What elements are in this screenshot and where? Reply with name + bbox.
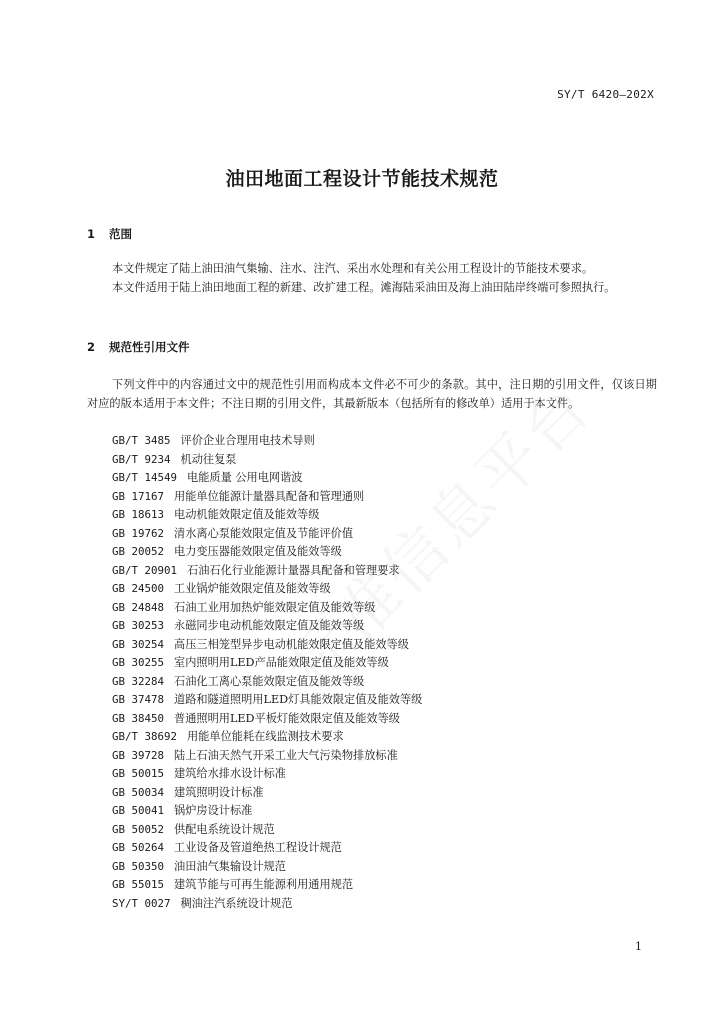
reference-item	[112, 654, 652, 673]
reference-code: GB 30253	[112, 619, 165, 632]
reference-title: 高压三相笼型异步电动机能效限定值及能效等级	[174, 637, 409, 651]
reference-item	[112, 765, 652, 784]
reference-code: GB/T 20901	[112, 563, 178, 577]
reference-item	[112, 469, 652, 488]
reference-code: GB 39728	[112, 748, 165, 762]
reference-item	[112, 636, 652, 655]
reference-title: 工业锅炉能效限定值及能效等级	[174, 582, 331, 595]
reference-item	[112, 784, 652, 803]
reference-title: 建筑照明设计标准	[174, 785, 264, 799]
section-title: 范围	[109, 227, 133, 241]
reference-code: SY/T 0027	[112, 896, 171, 910]
reference-item	[112, 710, 652, 729]
reference-code: GB/T 38692	[112, 730, 178, 743]
reference-title: 用能单位能源计量器具配备和管理通则	[174, 489, 365, 503]
reference-code: GB 20052	[112, 545, 165, 558]
reference-item	[112, 802, 652, 821]
reference-item	[112, 691, 652, 710]
reference-title: 石油化工离心泵能效限定值及能效等级	[174, 674, 365, 688]
reference-code: GB 38450	[112, 711, 165, 725]
reference-title: 陆上石油天然气开采工业大气污染物排放标准	[174, 748, 398, 762]
reference-code: GB 50350	[112, 859, 165, 873]
reference-item	[112, 525, 652, 544]
reference-title: 机动往复泵	[180, 452, 237, 466]
reference-title: 锅炉房设计标准	[174, 804, 253, 817]
reference-title: 评价企业合理用电技术导则	[180, 434, 315, 447]
reference-item	[112, 543, 652, 562]
section-heading-scope	[87, 226, 132, 242]
reference-item	[112, 821, 652, 840]
reference-item	[112, 599, 652, 618]
reference-title: 电动机能效限定值及能效等级	[174, 508, 320, 521]
reference-item	[112, 876, 652, 895]
reference-code: GB/T 3485	[112, 434, 171, 447]
reference-title: 电能质量 公用电网谐波	[187, 471, 303, 484]
reference-title: 用能单位能耗在线监测技术要求	[187, 730, 344, 743]
reference-code: GB/T 14549	[112, 471, 178, 484]
reference-item	[112, 728, 652, 747]
reference-code: GB 30255	[112, 656, 165, 669]
reference-list	[112, 432, 652, 913]
reference-code: GB 32284	[112, 674, 165, 688]
reference-code: GB 30254	[112, 637, 165, 651]
reference-item	[112, 562, 652, 581]
reference-item	[112, 432, 652, 451]
reference-item	[112, 858, 652, 877]
reference-item	[112, 506, 652, 525]
section-heading-normative-references	[87, 339, 190, 355]
reference-title: 建筑给水排水设计标准	[174, 767, 286, 780]
reference-title: 道路和隧道照明用LED灯具能效限定值及能效等级	[174, 693, 423, 706]
reference-item	[112, 747, 652, 766]
reference-title: 油田油气集输设计规范	[174, 859, 286, 873]
reference-title: 电力变压器能效限定值及能效等级	[174, 545, 342, 558]
reference-item	[112, 617, 652, 636]
reference-code: GB 50264	[112, 841, 165, 854]
reference-code: GB 24848	[112, 600, 165, 614]
reference-title: 石油工业用加热炉能效限定值及能效等级	[174, 600, 376, 614]
document-code: SY/T 6420—202X	[557, 88, 654, 101]
reference-title: 清水离心泵能效限定值及节能评价值	[174, 526, 354, 540]
reference-title: 稠油注汽系统设计规范	[180, 896, 293, 910]
reference-title: 室内照明用LED产品能效限定值及能效等级	[174, 656, 389, 669]
section-number: 1	[87, 227, 96, 241]
reference-code: GB 19762	[112, 526, 165, 540]
reference-code: GB 55015	[112, 878, 165, 891]
reference-item	[112, 451, 652, 470]
reference-item	[112, 839, 652, 858]
reference-item	[112, 673, 652, 692]
reference-code: GB 17167	[112, 489, 165, 503]
reference-code: GB 50041	[112, 804, 165, 817]
reference-title: 工业设备及管道绝热工程设计规范	[174, 841, 342, 854]
page-title: 油田地面工程设计节能技术规范	[225, 168, 499, 190]
scope-paragraph-1: 本文件规定了陆上油田油气集输、注水、注汽、采出水处理和有关公用工程设计的节能技术要求。	[112, 262, 594, 275]
reference-item	[112, 488, 652, 507]
reference-code: GB 24500	[112, 582, 165, 595]
reference-item	[112, 895, 652, 914]
reference-title: 普通照明用LED平板灯能效限定值及能效等级	[174, 711, 400, 725]
reference-code: GB/T 9234	[112, 452, 171, 466]
reference-code: GB 50034	[112, 785, 165, 799]
section-number: 2	[87, 340, 96, 354]
page-number: 1	[635, 940, 642, 953]
reference-code: GB 50052	[112, 822, 165, 836]
section-title: 规范性引用文件	[109, 340, 190, 354]
reference-item	[112, 580, 652, 599]
reference-code: GB 18613	[112, 508, 165, 521]
scope-paragraph-2: 本文件适用于陆上油田地面工程的新建、改扩建工程。滩海陆采油田及海上油田陆岸终端可参照执行。	[112, 281, 616, 294]
reference-title: 供配电系统设计规范	[174, 822, 275, 836]
references-intro-paragraph: 下列文件中的内容通过文中的规范性引用而构成本文件必不可少的条款。其中，注日期的引用文件，仅该日期对应的版本适用于本文件；不注日期的引用文件，其最新版本（包括所有的修改单）适用于本文件。	[87, 378, 657, 410]
reference-code: GB 50015	[112, 767, 165, 780]
reference-title: 石油石化行业能源计量器具配备和管理要求	[187, 563, 400, 577]
reference-title: 永磁同步电动机能效限定值及能效等级	[174, 619, 365, 632]
reference-title: 建筑节能与可再生能源利用通用规范	[174, 878, 354, 891]
reference-code: GB 37478	[112, 693, 165, 706]
